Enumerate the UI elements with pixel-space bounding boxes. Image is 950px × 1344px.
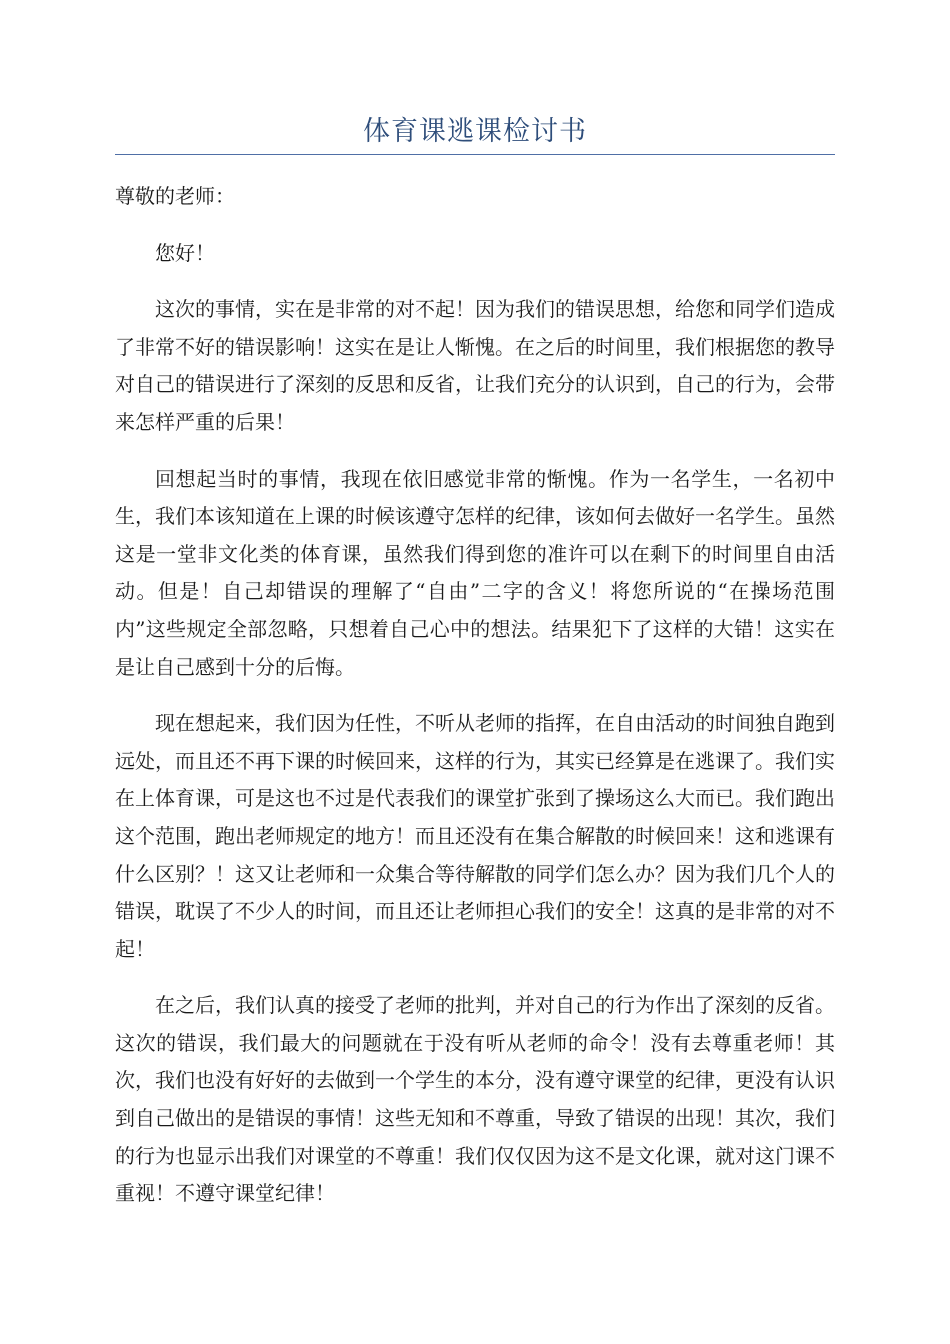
paragraph-1: 这次的事情，实在是非常的对不起！因为我们的错误思想，给您和同学们造成了非常不好的错误影响！这实在是让人惭愧。在之后的时间里，我们根据您的教导对自己的错误进行了深刻的反思和反省，让我们充分的认识到，自己的行为，会带来怎样严重的后果！	[115, 297, 835, 434]
paragraph-2: 回想起当时的事情，我现在依旧感觉非常的惭愧。作为一名学生，一名初中生，我们本该知道在上课的时候该遵守怎样的纪律，该如何去做好一名学生。虽然这是一堂非文化类的体育课，虽然我们得到您的准许可以在剩下的时间里自由活动。但是！自己却错误的理解了“自由”二字的含义！将您所说的“在操场范围内”这些规定全部忽略，只想着自己心中的想法。结果犯下了这样的大错！这实在是让自己感到十分的后悔。	[115, 466, 835, 679]
title-underline	[115, 154, 835, 155]
paragraph-4: 在之后，我们认真的接受了老师的批判，并对自己的行为作出了深刻的反省。这次的错误，我们最大的问题就在于没有听从老师的命令！没有去尊重老师！其次，我们也没有好好的去做到一个学生的本分，没有遵守课堂的纪律，更没有认识到自己做出的是错误的事情！这些无知和不尊重，导致了错误的出现！其次，我们的行为也显示出我们对课堂的不尊重！我们仅仅因为这不是文化课，就对这门课不重视！不遵守课堂纪律！	[115, 993, 835, 1206]
document-body	[115, 178, 835, 1232]
document-title: 体育课逃课检讨书	[363, 116, 587, 147]
salutation: 尊敬的老师：	[115, 184, 235, 208]
paragraph-3: 现在想起来，我们因为任性，不听从老师的指挥，在自由活动的时间独自跑到远处，而且还不再下课的时候回来，这样的行为，其实已经算是在逃课了。我们实在上体育课，可是这也不过是代表我们的课堂扩张到了操场这么大而已。我们跑出这个范围，跑出老师规定的地方！而且还没有在集合解散的时候回来！这和逃课有什么区别？！这又让老师和一众集合等待解散的同学们怎么办？因为我们几个人的错误，耽误了不少人的时间，而且还让老师担心我们的安全！这真的是非常的对不起！	[115, 711, 835, 961]
greeting: 您好！	[155, 240, 215, 265]
